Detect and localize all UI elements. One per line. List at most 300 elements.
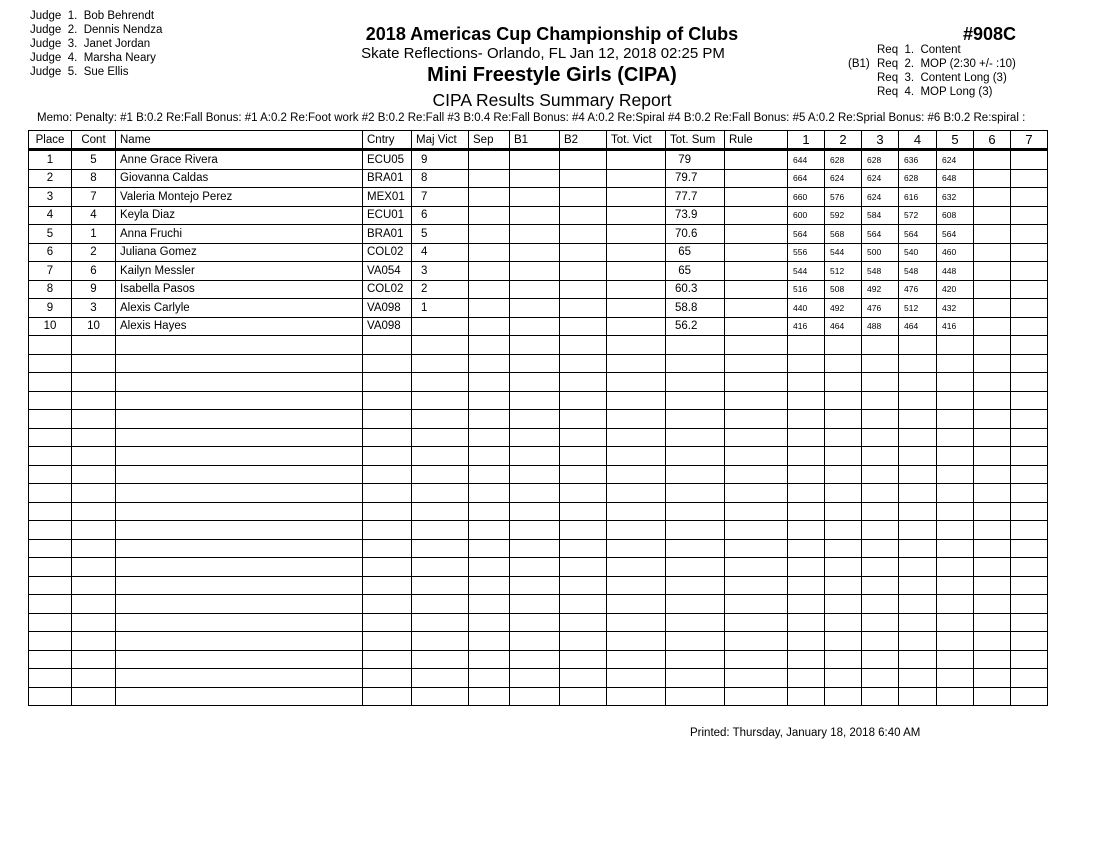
judge1-score-cell: 660 [788,188,825,207]
total-sum-cell: 70.6 [666,225,725,244]
judge2-score-cell [825,521,862,540]
sep-cell [469,465,510,484]
name-cell: Isabella Pasos [116,280,363,299]
b1-cell [510,595,560,614]
rule-cell [725,447,788,466]
rule-cell [725,188,788,207]
judge6-score-cell [974,243,1011,262]
total-sum-cell: 58.8 [666,299,725,318]
name-cell [116,632,363,651]
country-cell: COL02 [363,243,412,262]
total-victories-cell [607,576,666,595]
judge4-score-cell [899,576,937,595]
majority-victories-cell [412,613,469,632]
rule-cell [725,687,788,706]
contestant-number-cell [72,613,116,632]
judge2-score-cell [825,687,862,706]
b2-cell [560,632,607,651]
total-sum-cell [666,576,725,595]
sep-cell [469,428,510,447]
judge5-score-cell: 448 [937,262,974,281]
judge7-score-cell [1011,576,1048,595]
judge6-score-cell [974,188,1011,207]
contestant-number-cell: 9 [72,280,116,299]
judge4-score-cell [899,595,937,614]
judge5-score-cell: 632 [937,188,974,207]
sep-cell [469,613,510,632]
judge4-score-cell [899,484,937,503]
judge4-score-cell: 572 [899,206,937,225]
sep-cell [469,243,510,262]
judge1-score-cell [788,650,825,669]
total-victories-cell [607,502,666,521]
judge7-score-cell [1011,558,1048,577]
total-sum-cell: 79 [666,150,725,170]
judge1-score-cell [788,447,825,466]
country-cell [363,539,412,558]
judge6-score-cell [974,225,1011,244]
judge4-score-cell [899,410,937,429]
total-sum-cell [666,428,725,447]
total-victories-cell [607,465,666,484]
judge3-score-cell [862,391,899,410]
contestant-number-cell [72,539,116,558]
b1-cell [510,576,560,595]
contestant-number-cell: 10 [72,317,116,336]
contestant-number-cell [72,669,116,688]
judge3-score-cell [862,669,899,688]
sep-cell [469,373,510,392]
contestant-number-cell [72,373,116,392]
name-cell [116,410,363,429]
place-cell [29,558,72,577]
rule-cell [725,373,788,392]
b1-cell [510,150,560,170]
judge3-score-cell: 624 [862,188,899,207]
judge4-score-cell [899,521,937,540]
judge4-score-cell [899,354,937,373]
column-header: 2 [825,131,862,150]
judge2-score-cell [825,373,862,392]
majority-victories-cell: 4 [412,243,469,262]
judge3-score-cell [862,502,899,521]
judge5-score-cell: 608 [937,206,974,225]
judge3-score-cell: 564 [862,225,899,244]
b1-cell [510,558,560,577]
judge3-score-cell: 624 [862,169,899,188]
empty-table-row [29,447,1048,466]
total-victories-cell [607,373,666,392]
table-row [29,299,1048,318]
judge6-score-cell [974,410,1011,429]
b2-cell [560,669,607,688]
judge5-score-cell [937,650,974,669]
b1-cell [510,465,560,484]
judge4-score-cell: 628 [899,169,937,188]
judge7-score-cell [1011,354,1048,373]
place-cell [29,632,72,651]
rule-cell [725,595,788,614]
b2-cell [560,299,607,318]
rule-cell [725,465,788,484]
total-sum-cell [666,595,725,614]
judge4-score-cell [899,465,937,484]
judge2-score-cell [825,558,862,577]
country-cell: MEX01 [363,188,412,207]
judge5-score-cell [937,447,974,466]
name-cell: Anne Grace Rivera [116,150,363,170]
judge-entry: Judge 3. Janet Jordan [30,38,151,50]
judge7-score-cell [1011,225,1048,244]
empty-table-row [29,576,1048,595]
judge6-score-cell [974,650,1011,669]
b1-cell [510,521,560,540]
majority-victories-cell [412,521,469,540]
country-cell: VA098 [363,317,412,336]
judge4-score-cell [899,502,937,521]
b1-cell [510,188,560,207]
judge4-score-cell [899,336,937,355]
rule-cell [725,539,788,558]
rule-cell [725,317,788,336]
rule-cell [725,391,788,410]
judge7-score-cell [1011,150,1048,170]
rule-cell [725,299,788,318]
judge6-score-cell [974,539,1011,558]
country-cell [363,391,412,410]
place-cell [29,428,72,447]
judge2-score-cell: 464 [825,317,862,336]
judge6-score-cell [974,558,1011,577]
b2-cell [560,262,607,281]
column-header: Name [116,131,363,150]
majority-victories-cell [412,669,469,688]
total-sum-cell [666,687,725,706]
table-row [29,206,1048,225]
total-victories-cell [607,299,666,318]
empty-table-row [29,650,1048,669]
judge2-score-cell [825,539,862,558]
requirement-entry [848,85,1016,99]
sep-cell [469,391,510,410]
total-sum-cell: 65 [666,262,725,281]
contestant-number-cell [72,447,116,466]
judge7-score-cell [1011,687,1048,706]
judge2-score-cell [825,410,862,429]
judge3-score-cell [862,447,899,466]
judge6-score-cell [974,613,1011,632]
contestant-number-cell: 2 [72,243,116,262]
name-cell [116,595,363,614]
table-row [29,225,1048,244]
judge6-score-cell [974,354,1011,373]
judge7-score-cell [1011,373,1048,392]
place-cell [29,650,72,669]
total-victories-cell [607,262,666,281]
contestant-number-cell [72,632,116,651]
judge3-score-cell [862,613,899,632]
judge5-score-cell [937,391,974,410]
judge5-score-cell [937,521,974,540]
name-cell: Anna Fruchi [116,225,363,244]
table-row [29,280,1048,299]
sep-cell [469,558,510,577]
judge7-score-cell [1011,262,1048,281]
rule-cell [725,150,788,170]
b1-cell [510,410,560,429]
name-cell [116,558,363,577]
name-cell: Alexis Carlyle [116,299,363,318]
b1-cell [510,225,560,244]
b2-cell [560,484,607,503]
country-cell: VA098 [363,299,412,318]
b1-cell [510,613,560,632]
judge4-score-cell: 512 [899,299,937,318]
judge7-score-cell [1011,632,1048,651]
total-sum-cell: 56.2 [666,317,725,336]
b1-cell [510,632,560,651]
empty-table-row [29,373,1048,392]
rule-cell [725,262,788,281]
judge7-score-cell [1011,280,1048,299]
country-cell [363,428,412,447]
column-header: 1 [788,131,825,150]
b2-cell [560,613,607,632]
judge1-score-cell [788,558,825,577]
judge5-score-cell [937,558,974,577]
contestant-number-cell [72,650,116,669]
judge7-score-cell [1011,465,1048,484]
name-cell [116,391,363,410]
total-victories-cell [607,558,666,577]
total-victories-cell [607,317,666,336]
competition-title [0,24,1100,45]
rule-cell [725,650,788,669]
b2-cell [560,465,607,484]
judge3-score-cell [862,687,899,706]
judge6-score-cell [974,595,1011,614]
judge3-score-cell [862,428,899,447]
total-victories-cell [607,428,666,447]
judge2-score-cell [825,391,862,410]
judge2-score-cell [825,650,862,669]
judge4-score-cell [899,428,937,447]
total-sum-cell [666,521,725,540]
judge4-score-cell [899,650,937,669]
b2-cell [560,336,607,355]
total-victories-cell [607,188,666,207]
judge1-score-cell: 664 [788,169,825,188]
majority-victories-cell [412,391,469,410]
requirement-label: Req 3. Content Long (3) [877,72,1007,84]
sep-cell [469,317,510,336]
judge5-score-cell: 564 [937,225,974,244]
majority-victories-cell: 9 [412,150,469,170]
judge4-score-cell: 476 [899,280,937,299]
judge2-score-cell [825,613,862,632]
judge7-score-cell [1011,299,1048,318]
judge5-score-cell [937,428,974,447]
country-cell [363,613,412,632]
judge6-score-cell [974,576,1011,595]
place-cell [29,502,72,521]
place-cell [29,613,72,632]
judge7-score-cell [1011,650,1048,669]
total-victories-cell [607,447,666,466]
contestant-number-cell [72,428,116,447]
b1-cell [510,299,560,318]
total-victories-cell [607,410,666,429]
country-cell: ECU05 [363,150,412,170]
judge6-score-cell [974,391,1011,410]
column-header: Sep [469,131,510,150]
empty-table-row [29,391,1048,410]
b2-cell [560,650,607,669]
event-title-text: Mini Freestyle Girls (CIPA) [427,64,677,86]
judge7-score-cell [1011,502,1048,521]
sep-cell [469,280,510,299]
rule-cell [725,484,788,503]
name-cell [116,521,363,540]
majority-victories-cell [412,687,469,706]
judge2-score-cell [825,595,862,614]
country-cell [363,410,412,429]
report-title-text: CIPA Results Summary Report [432,90,672,110]
rule-cell [725,336,788,355]
sep-cell [469,650,510,669]
judge2-score-cell: 628 [825,150,862,170]
contestant-number-cell [72,391,116,410]
judge1-score-cell [788,428,825,447]
judge2-score-cell: 508 [825,280,862,299]
empty-table-row [29,354,1048,373]
total-victories-cell [607,169,666,188]
place-cell: 3 [29,188,72,207]
rule-cell [725,243,788,262]
sep-cell [469,484,510,503]
judge-entry: Judge 5. Sue Ellis [30,66,129,78]
judge5-score-cell [937,687,974,706]
place-cell [29,576,72,595]
judge5-score-cell: 460 [937,243,974,262]
sep-cell [469,447,510,466]
total-victories-cell [607,336,666,355]
country-cell [363,336,412,355]
place-cell [29,669,72,688]
rule-cell [725,280,788,299]
judge1-score-cell [788,669,825,688]
sep-cell [469,225,510,244]
judge5-score-cell: 648 [937,169,974,188]
place-cell [29,687,72,706]
sep-cell [469,502,510,521]
total-victories-cell [607,669,666,688]
judge1-score-cell [788,465,825,484]
name-cell [116,465,363,484]
column-header: Cntry [363,131,412,150]
judge4-score-cell [899,373,937,392]
b2-cell [560,188,607,207]
place-cell [29,595,72,614]
memo-line: Memo: Penalty: #1 B:0.2 Re:Fall Bonus: #1 A:0.2 Re:Foot work #2 B:0.2 Re:Fall #3 B:0.4 Re:Fall Bonus: #4 A:0.2 Re:Spiral #4 B:0.2 Re:Fall Bonus: #5 A:0.2 Re:Sprial Bonus: #6 B:0.2 Re:spiral : [37,112,1026,124]
total-victories-cell [607,150,666,170]
judge2-score-cell [825,576,862,595]
judge3-score-cell [862,354,899,373]
total-sum-cell: 79.7 [666,169,725,188]
total-sum-cell [666,502,725,521]
judge3-score-cell [862,410,899,429]
place-cell [29,354,72,373]
b2-cell [560,206,607,225]
judge4-score-cell [899,539,937,558]
judge4-score-cell: 564 [899,225,937,244]
contestant-number-cell [72,687,116,706]
total-victories-cell [607,280,666,299]
judge1-score-cell: 600 [788,206,825,225]
b1-cell [510,428,560,447]
sep-cell [469,539,510,558]
majority-victories-cell: 5 [412,225,469,244]
name-cell: Keyla Diaz [116,206,363,225]
country-cell [363,595,412,614]
b1-cell [510,317,560,336]
total-sum-cell [666,354,725,373]
judge1-score-cell [788,336,825,355]
judge4-score-cell: 548 [899,262,937,281]
b2-cell [560,225,607,244]
empty-table-row [29,336,1048,355]
judge3-score-cell [862,336,899,355]
b1-cell [510,206,560,225]
sep-cell [469,169,510,188]
judge7-score-cell [1011,669,1048,688]
name-cell: Valeria Montejo Perez [116,188,363,207]
b1-cell [510,280,560,299]
empty-table-row [29,428,1048,447]
country-cell [363,354,412,373]
requirement-label: Req 4. MOP Long (3) [877,86,993,98]
judge3-score-cell [862,539,899,558]
table-header-row [29,131,1048,150]
total-victories-cell [607,650,666,669]
b2-cell [560,169,607,188]
majority-victories-cell: 1 [412,299,469,318]
judge2-score-cell [825,336,862,355]
majority-victories-cell: 2 [412,280,469,299]
b1-cell [510,484,560,503]
judge7-score-cell [1011,317,1048,336]
place-cell: 9 [29,299,72,318]
judge2-score-cell: 576 [825,188,862,207]
empty-table-row [29,539,1048,558]
column-header: 4 [899,131,937,150]
judge7-score-cell [1011,391,1048,410]
contestant-number-cell [72,502,116,521]
judge4-score-cell [899,613,937,632]
b2-cell [560,502,607,521]
total-sum-cell [666,613,725,632]
requirement-entry [848,57,1016,71]
judge3-score-cell: 488 [862,317,899,336]
judge7-score-cell [1011,484,1048,503]
judge7-score-cell [1011,169,1048,188]
judge2-score-cell: 544 [825,243,862,262]
b1-cell [510,447,560,466]
name-cell [116,650,363,669]
b2-cell [560,687,607,706]
rule-cell [725,225,788,244]
sep-cell [469,354,510,373]
